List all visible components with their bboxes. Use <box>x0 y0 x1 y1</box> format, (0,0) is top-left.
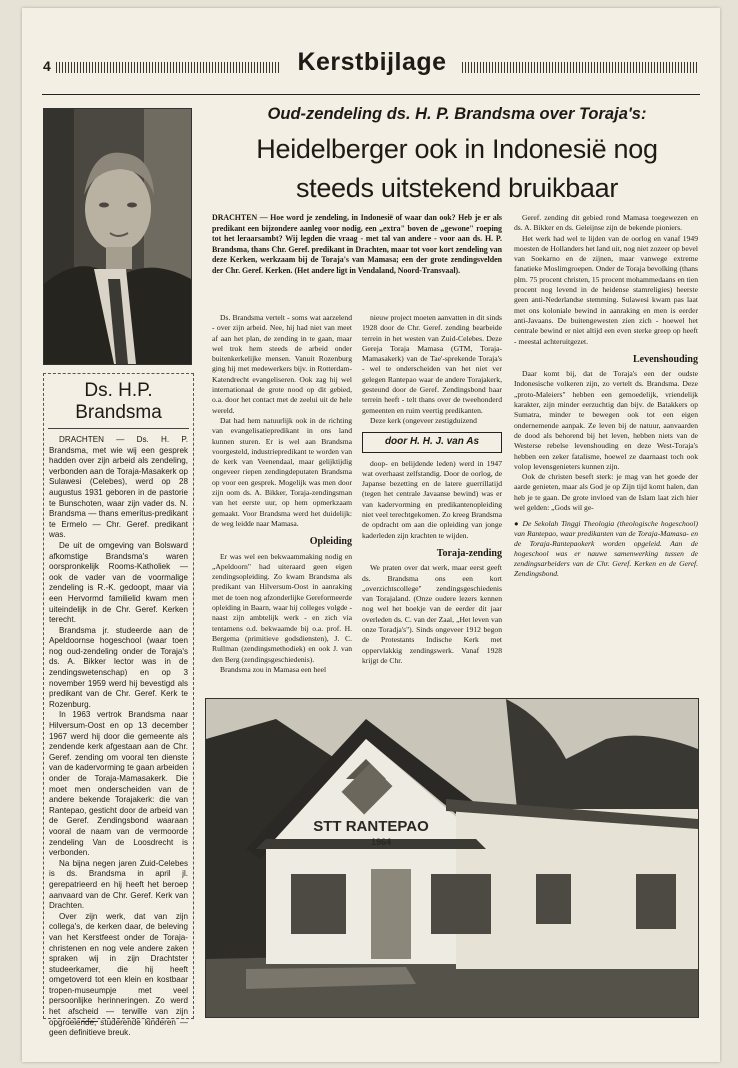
column-paragraph: We praten over dat werk, maar eerst geeft ds. Brandsma ons een kort „overzichtscollege" zendingsgeschiedenis van Torajaland. (Onze oudere lezers kennen nog wel het boekje van de eerder dit jaar overleden ds. C. van der Zaal, „Het leven van onze Toradja's"). Sinds ongeveer 1912 begon de Protestants Indische Kerk met oppervlakkig zendingswerk. Vanaf 1928 krijgt de Chr. <box>362 563 502 665</box>
sidebar-paragraph: Brandsma jr. studeerde aan de Apeldoornse hogeschool (waar toen nog oud-zendeling onder de Toraja's ds. A. Bikker lector was in de zendingswetenschap) en op 3 november 1959 werd hij bevestigd als predikant van de Chr. Geref. Kerk te Rozenburg. <box>49 625 188 709</box>
sidebar-text <box>44 429 193 1039</box>
bottom-rule <box>82 1021 98 1022</box>
column-paragraph: Er was wel een bekwaammaking nodig en „Apeldoorn" had uiteraard geen eigen zendingsopleiding. Zo kwam Brandsma als predikant van Hilversum-Oost in aanraking met de toen nog afzonderlijke Gereformeerde opleiding in Baarn, waar hij colleges volgde - naast zijn ambtelijk werk - en zich via tentamens o.d. bekwaamde bij o.a. prof. H. Bergema (primitieve godsdiensten), J. C. Rullman (zendingsmethodiek) en ook J. van den Berg (zendingsgeschiedenis). <box>212 551 352 664</box>
article-column-1 <box>212 313 352 675</box>
column-paragraph: Dat had hem natuurlijk ook in de richting van evangelisatiepredikant in ons land kunnen sturen. Er is wel aan Brandsma voorgesteld, industriepredikant te worden van de kerk van Veenendaal, maar gelijktijdig ongeveer riepen zendingdeputaten Brandsma op voor een gesprek. Mogelijk was men door zijn oom ds. A. Bikker, Toraja-zendingsman van het eerste uur, op hem opmerkzaam gemaakt. Voor Brandsma werd het duidelijk: de weg leidde naar Mamasa. <box>212 415 352 528</box>
portrait-photo <box>43 108 192 365</box>
building-sign-year: 1964 <box>370 837 392 847</box>
article-column-3 <box>514 213 698 579</box>
building-sign-name: STT RANTEPAO <box>313 818 429 835</box>
column-paragraph: Daar komt bij, dat de Toraja's een der oudste Indonesische volkeren zijn, zo vertelt ds. Brandsma. Deze „proto-Maleiers" hebben een gemoedelijk, vriendelijk karakter, zijn minder eerzuchtig dan bijv. de Batakkers op Sumatra, minder te bewegen ook tot een eigen ondernemende aanpak. Ze leven bij de natuur, aanvaarden de dood als behorend bij het leven, hebben niets van de Westerse rebelse levenshouding en deze West-Toraja's hebben een zeker fatalisme, hoewel ze daarnaast toch ook volop levensgenieters kunnen zijn. <box>514 369 698 471</box>
photo-caption: ● De Sekolah Tinggi Theologia (theologische hogeschool) van Rantepao, waar predikanten van de Toraja-Mamasa- en de Toraja-Rantepaokerk worden opgeleid. Aan de hogeschool was er nauwe samenwerking tussen de zendingsarbeiders van de Chr. Geref. Kerken en de Geref. Zendingsbond. <box>514 519 698 579</box>
sidebar-title: Ds. H.P. Brandsma <box>48 374 189 429</box>
headline-line: steeds uitstekend bruikbaar <box>295 173 619 203</box>
portrait-illustration <box>44 109 191 364</box>
column-paragraph: Brandsma zou in Mamasa een heel <box>220 664 327 674</box>
sidebar-paragraph: Over zijn werk, dat van zijn collega's, de kerken daar, de beleving van het Kerstfeest onder de Toraja-christenen en nog vele andere zaken spraken wij in zijn Drachtster studeerkamer, die hij heeft omgetoverd tot een klein en kostbaar tropen-museumpje met veel persoonlijke herinneringen. Zo werd het afscheid — terwille van zijn opgroeiende, studerende kinderen — geen definitieve breuk. <box>49 911 188 1038</box>
sidebar-bio-box <box>43 373 194 1038</box>
header-stripe-left <box>56 62 280 73</box>
column-paragraph: Ds. Brandsma vertelt - soms wat aarzelend - over zijn arbeid. Nee, hij had niet van meet af aan het plan, de zending in te gaan, maar wel trok hem steeds de arbeid onder buitenkerkelijke mensen. Vanuit Rozenburg ging hij met medewerkers bijv. in Rotterdam-Katendrecht evangeliseren. Ook zag hij wel internationaal de grote nood op dit gebied, o.a. door het contact met de zeelui uit de hele wereld. <box>212 313 352 415</box>
building-illustration <box>206 699 698 1017</box>
column-paragraph: doop- en belijdende leden) werd in 1947 wat overhaast zelfstandig. Door de oorlog, de Japanse bezetting en de latere guerrillatijd (tegen het centrale Javaanse bewind) was er van kadervorming en predikantenopleiding niet veel terechtgekomen. Zo kreeg Brandsma de opdracht om aan die opleiding van jonge kaderleden zijn krachten te wijden. <box>362 458 503 540</box>
author-byline: door H. H. J. van As <box>362 432 502 452</box>
subhead-levenshouding: Levenshouding <box>632 353 698 365</box>
sidebar-paragraph: De uit de omgeving van Bolsward afkomstige Brandsma's waren oorspronkelijk Rooms-Katholiek — ook de vader van de voormalige zendeling is R.-K. gedoopt, maar via een Hervormd familielid kwam men uiteindelijk in de Chr. Geref. Kerken terecht. <box>49 540 188 625</box>
article-kicker: Oud-zendeling ds. H. P. Brandsma over Toraja's: <box>267 105 647 123</box>
column-paragraph: Het werk had wel te lijden van de oorlog en vanaf 1949 moesten de Hollanders het land uit, nog niet zozeer op bevel van Soekarno en de zijnen, maar vanwege extreme fanatieke Moslimgroepen. Onder de Toraja bevolking (thans plm. 75 procent christen, 15 procent mohammedaans en tien procent nog levend in de heidense stamreligies) heerste geen anti-Nederlandse stemming. Sulawesi kwam pas laat met ons koloniale bewind in aanraking en men is eerder anti-Javaans. De buitengewesten zien zich - hoewel het centrale bewind er niet altijd een even sterke greep op heeft - meestal achteruitgezet. <box>514 233 698 346</box>
sidebar-paragraph: Na bijna negen jaren Zuid-Celebes is ds. Brandsma in april jl. gerepatrieerd en hij heeft het beroep aanvaard van de Chr. Geref. Kerk van Drachten. <box>49 858 188 911</box>
headline-line: Heidelberger ook in Indonesië nog <box>256 134 658 164</box>
page-number: 4 <box>43 58 51 74</box>
sidebar-paragraph: DRACHTEN — Ds. H. P. Brandsma, met wie wij een gesprek hadden over zijn arbeid als zendeling, verbonden aan de Toraja-Masakerk op Sulawesi (Celebes), werd op 28 augustus 1931 geboren in de pastorie te Bunschoten, waar zijn vader ds. N. Brandsma — thans emeritus-predikant te Ermelo — Chr. Geref. predikant was. <box>49 435 188 540</box>
column-paragraph: Ook de christen beseft sterk: je mag van het goede der aarde genieten, maar als God je op Zijn tijd komt halen, dan heb je te gaan. De grote invloed van de Islam laat zich hier wel gelden: „Gods wil ge- <box>514 472 698 513</box>
header-rule <box>42 94 700 95</box>
article-column-2 <box>362 313 502 666</box>
column-paragraph: nieuw project moeten aanvatten in dit sinds 1928 door de Chr. Geref. zending bearbeide terrein in het westen van Zuid-Celebes. Deze Gereja Toraja Mamasa (GTM, Toraja-Mamasakerk) van de Tae'-sprekende Toraja's - wel te onderscheiden van het niet ver gelegen Rantepao waar de andere Torajakerk, gesteund door de Geref. Zendingsbond haar terrein heeft - telt thans over de tweehonderd gemeenten en ruim veertig predikanten. <box>362 313 503 415</box>
column-paragraph: Deze kerk (ongeveer zestigduizend <box>370 415 477 425</box>
sidebar-paragraph: In 1963 vertrok Brandsma naar Hilversum-Oost en op 13 december 1967 werd hij door die gemeente als zendende kerk afgestaan aan de Chr. Geref. zending om vooral ten dienste van de kadervorming te gaan arbeiden onder de Toraja-Mamasakerk. Die moet men onderscheiden van de andere bekende Torajakerk: die van Rantepao, gesticht door de arbeid van de Geref. Zendingsbond waaraan vooral de naam van de vermoorde zendeling Van de Loosdrecht is verbonden. <box>49 710 188 858</box>
header-stripe-right <box>462 62 698 73</box>
subhead-opleiding: Opleiding <box>309 536 352 548</box>
article-lede: DRACHTEN — Hoe word je zendeling, in Indonesië of waar dan ook? Heb je er als predikant een bijzondere aanleg voor nodig, een „extra" boven de „gewone" roeping tot het leraarsambt? Wij legden die vraag - met tal van andere - voor aan ds. H. P. Brandsma, thans Chr. Geref. predikant in Drachten, maar tot voor kort zendeling van deze Kerken, werkzaam bij de Toraja's van Mamasa; een der grote zendingsvelden der Chr. Geref. Kerken. (Het andere ligt in Vendaland, Noord-Transvaal). <box>212 213 502 275</box>
section-title: Kerstbijlage <box>297 48 447 76</box>
subhead-toraja-zending: Toraja-zending <box>436 547 502 559</box>
column-paragraph: Geref. zending dit gebied rond Mamasa toegewezen en ds. A. Bikker en ds. Geleijnse zijn de bekende pioniers. <box>514 213 698 233</box>
building-photo <box>205 698 699 1018</box>
article-headline <box>212 130 702 208</box>
newspaper-page <box>22 8 720 1062</box>
